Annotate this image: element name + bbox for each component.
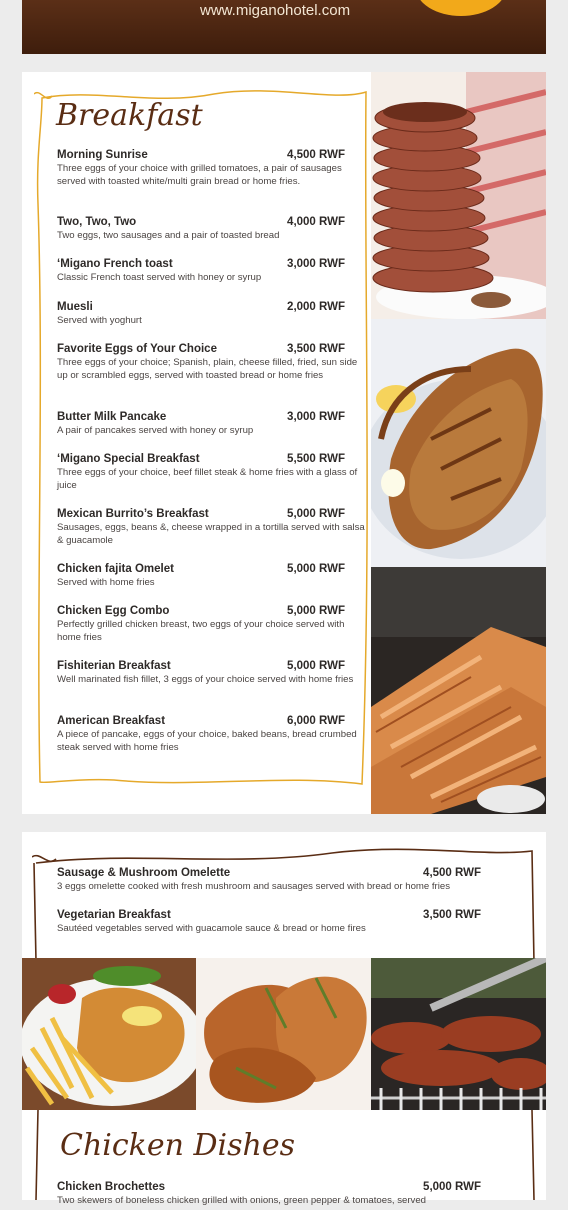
menu-item — [57, 507, 365, 562]
item-description: A piece of pancake, eggs of your choice, baked beans, bread crumbed steak served with home fries — [57, 729, 357, 753]
menu-item — [57, 714, 365, 769]
grilled-meat-photo — [371, 958, 546, 1110]
item-name: American Breakfast — [57, 715, 166, 727]
item-description: Three eggs of your choice with grilled tomatoes, a pair of sausages served with toasted white/multi grain bread or home fries. — [57, 163, 342, 187]
menu-item — [57, 300, 365, 342]
item-price: 3,500 RWF — [287, 343, 345, 355]
item-price: 4,500 RWF — [287, 149, 345, 161]
item-name: Muesli — [57, 301, 93, 313]
item-description: Perfectly grilled chicken breast, two eggs of your choice served with home fries — [57, 619, 345, 643]
item-description: Served with yoghurt — [57, 315, 142, 326]
item-name: Chicken fajita Omelet — [57, 563, 174, 575]
menu-item — [57, 148, 365, 215]
burrito-photo — [371, 567, 546, 814]
item-price: 3,000 RWF — [287, 411, 345, 423]
item-description: Classic French toast served with honey or syrup — [57, 272, 262, 283]
menu-item — [57, 410, 365, 452]
item-price: 2,000 RWF — [287, 301, 345, 313]
item-description: Served with home fries — [57, 577, 155, 588]
item-name: Chicken Egg Combo — [57, 605, 170, 617]
item-name: ‘Migano Special Breakfast — [57, 453, 200, 465]
menu-item — [57, 257, 365, 300]
item-description: Well marinated fish fillet, 3 eggs of your choice served with home fries — [57, 674, 354, 685]
item-price: 5,000 RWF — [287, 508, 345, 520]
menu-item — [57, 1180, 517, 1210]
item-price: 5,000 RWF — [287, 563, 345, 575]
item-description: Two skewers of boneless chicken grilled with onions, green pepper & tomatoes, served — [57, 1195, 427, 1206]
item-name: Vegetarian Breakfast — [57, 909, 171, 921]
item-name: Morning Sunrise — [57, 149, 148, 161]
item-description: Two eggs, two sausages and a pair of toasted bread — [57, 230, 280, 241]
french-toast-photo — [371, 319, 546, 567]
item-name: Two, Two, Two — [57, 216, 137, 228]
menu-item — [57, 342, 365, 410]
menu-item — [57, 604, 365, 659]
menu-item — [57, 659, 365, 714]
menu-item — [57, 452, 365, 507]
roast-chicken-photo — [196, 958, 371, 1110]
logo-sun-shape — [416, 0, 506, 16]
menu-item — [57, 562, 365, 604]
top-banner — [22, 0, 546, 54]
item-description: Sausages, eggs, beans &, cheese wrapped in a tortilla served with salsa & guacamole — [57, 522, 365, 546]
item-name: ‘Migano French toast — [57, 258, 173, 270]
breakfast-title: Breakfast — [56, 98, 203, 133]
item-name: Favorite Eggs of Your Choice — [57, 343, 217, 355]
item-name: Mexican Burrito’s Breakfast — [57, 508, 209, 520]
item-name: Butter Milk Pancake — [57, 411, 167, 423]
item-name: Sausage & Mushroom Omelette — [57, 867, 231, 879]
item-price: 5,000 RWF — [287, 605, 345, 617]
item-name: Chicken Brochettes — [57, 1181, 166, 1193]
item-description: Sautéed vegetables served with guacamole sauce & bread or home fires — [57, 923, 366, 934]
item-price: 5,000 RWF — [287, 660, 345, 672]
more-breakfast-list — [57, 866, 517, 950]
chicken-dishes-list — [57, 1180, 517, 1210]
hotel-website-url[interactable]: www.miganohotel.com — [200, 2, 351, 19]
item-price: 3,500 RWF — [423, 909, 481, 921]
item-description: Three eggs of your choice, beef fillet steak & home fries with a glass of juice — [57, 467, 358, 491]
item-price: 5,000 RWF — [423, 1181, 481, 1193]
menu-item — [57, 908, 517, 950]
item-description: Three eggs of your choice; Spanish, plain, cheese filled, fried, sun side up or scrambled eggs, served with toasted bread or home fries — [57, 357, 358, 381]
item-price: 6,000 RWF — [287, 715, 345, 727]
item-name: Fishiterian Breakfast — [57, 660, 171, 672]
item-price: 4,500 RWF — [423, 867, 481, 879]
menu-item — [57, 215, 365, 257]
breakfast-menu-list — [57, 148, 365, 769]
item-description: A pair of pancakes served with honey or syrup — [57, 425, 254, 436]
item-description: 3 eggs omelette cooked with fresh mushroom and sausages served with bread or home fries — [57, 881, 451, 892]
schnitzel-fries-photo — [22, 958, 196, 1110]
menu-item — [57, 866, 517, 908]
item-price: 3,000 RWF — [287, 258, 345, 270]
item-price: 4,000 RWF — [287, 216, 345, 228]
chicken-dishes-title: Chicken Dishes — [60, 1128, 295, 1163]
item-price: 5,500 RWF — [287, 453, 345, 465]
pancake-stack-photo — [371, 72, 546, 319]
